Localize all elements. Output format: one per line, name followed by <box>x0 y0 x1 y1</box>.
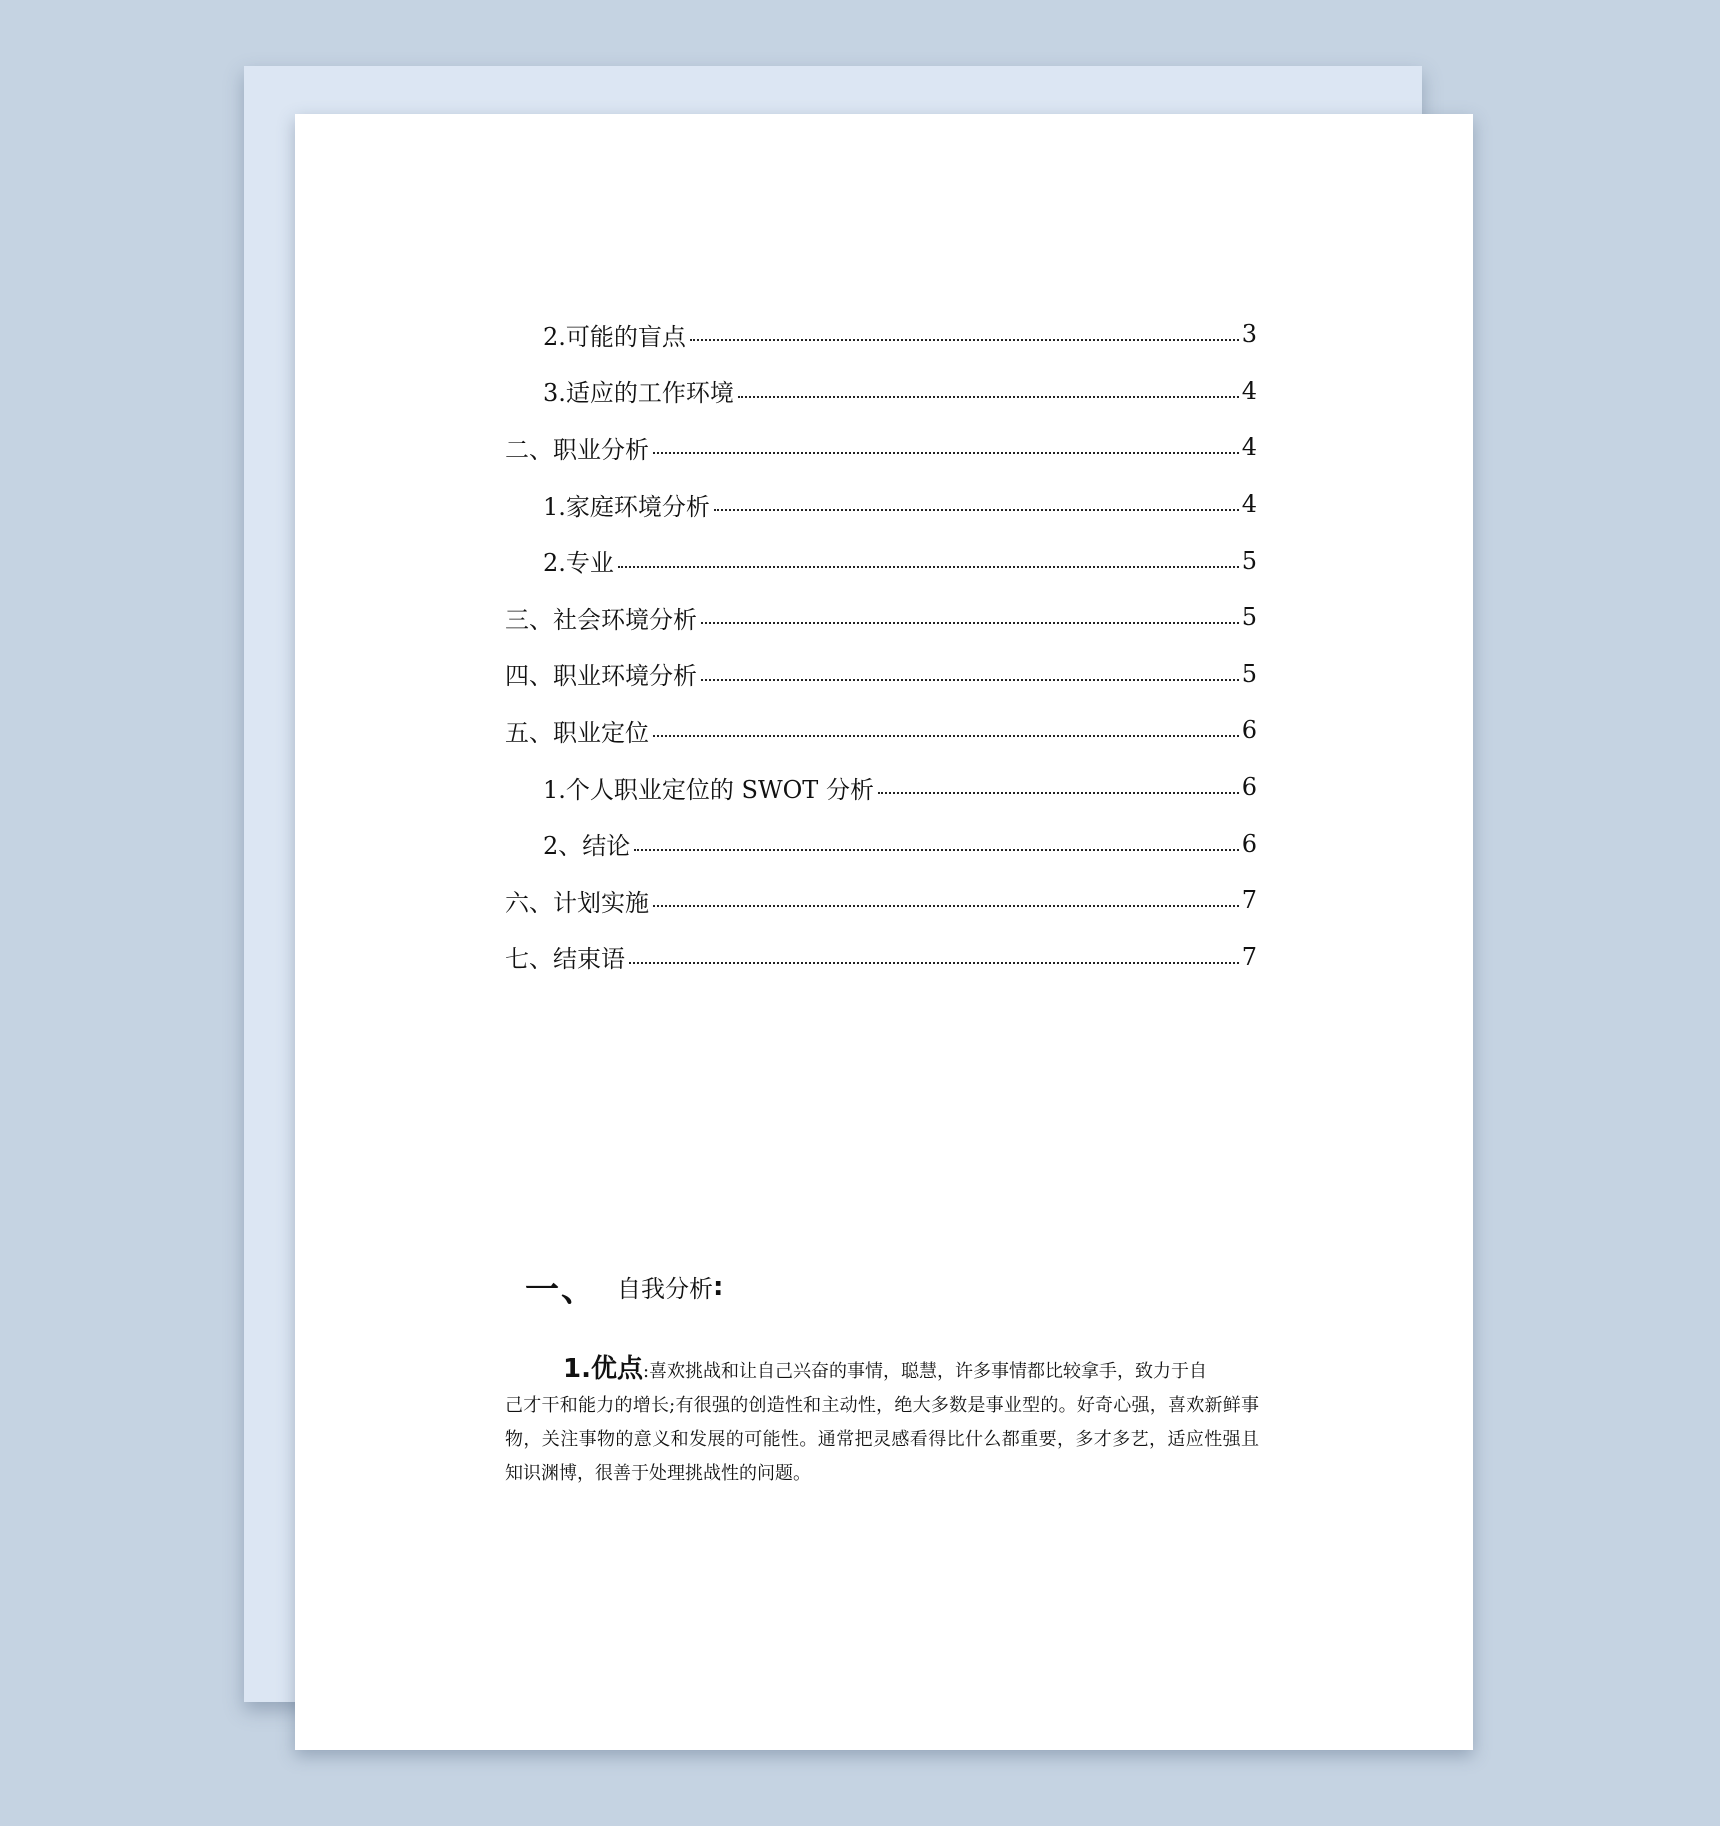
toc-entry[interactable] <box>505 532 1257 589</box>
toc-dot-leader <box>701 679 1239 681</box>
paragraph-body: 己才干和能力的增长;有很强的创造性和主动性，绝大多数是事业型的。好奇心强，喜欢新鲜事物，关注事物的意义和发展的可能性。通常把灵感看得比什么都重要，多才多艺，适应性强且知识渊博，很善于处理挑战性的问题。 <box>505 1395 1259 1484</box>
toc-dot-leader <box>634 849 1238 851</box>
toc-entry-title: 五、职业定位 <box>505 718 649 747</box>
toc-entry[interactable] <box>505 929 1257 986</box>
toc-dot-leader <box>653 905 1239 907</box>
toc-dot-leader <box>701 622 1239 624</box>
toc-entry-page: 5 <box>1241 603 1257 632</box>
toc-dot-leader <box>714 509 1239 511</box>
toc-entry[interactable] <box>505 759 1257 816</box>
paragraph-first-text: :喜欢挑战和让自己兴奋的事情，聪慧，许多事情都比较拿手，致力于自 <box>642 1361 1208 1382</box>
toc-entry-page: 6 <box>1241 773 1257 802</box>
toc-entry[interactable] <box>505 702 1257 759</box>
section-title: 自我分析 <box>617 1275 713 1303</box>
toc-entry[interactable] <box>505 646 1257 703</box>
toc-entry-page: 4 <box>1241 490 1257 519</box>
toc-dot-leader <box>629 962 1239 964</box>
section-number: 一、 <box>525 1270 597 1310</box>
toc-entry-title: 2.可能的盲点 <box>543 322 686 351</box>
toc-entry-title: 六、计划实施 <box>505 888 649 917</box>
toc-entry-title: 1.家庭环境分析 <box>543 492 710 521</box>
table-of-contents <box>505 306 1257 985</box>
toc-entry-title: 1.个人职业定位的 SWOT 分析 <box>543 775 874 804</box>
toc-dot-leader <box>653 735 1239 737</box>
toc-dot-leader <box>618 566 1239 568</box>
toc-entry[interactable] <box>505 363 1257 420</box>
toc-entry-title: 四、职业环境分析 <box>505 662 697 691</box>
toc-entry-page: 6 <box>1241 716 1257 745</box>
toc-entry-title: 2.专业 <box>543 549 614 578</box>
toc-entry[interactable] <box>505 872 1257 929</box>
toc-entry-page: 7 <box>1241 886 1257 915</box>
toc-entry-page: 4 <box>1241 433 1257 462</box>
toc-entry-page: 6 <box>1241 829 1257 858</box>
toc-entry-title: 2、结论 <box>543 832 631 861</box>
toc-entry-title: 三、社会环境分析 <box>505 605 697 634</box>
toc-entry[interactable] <box>505 589 1257 646</box>
toc-entry-page: 5 <box>1241 546 1257 575</box>
section-heading <box>525 1262 723 1311</box>
toc-entry[interactable] <box>505 419 1257 476</box>
toc-entry-page: 3 <box>1241 320 1257 349</box>
toc-entry-title: 二、职业分析 <box>505 435 649 464</box>
toc-entry[interactable] <box>505 815 1257 872</box>
toc-entry-page: 7 <box>1241 942 1257 971</box>
section-colon: : <box>713 1271 724 1302</box>
toc-entry[interactable] <box>505 476 1257 533</box>
toc-dot-leader <box>738 396 1239 398</box>
toc-dot-leader <box>878 792 1239 794</box>
paragraph-first-line <box>505 1352 1259 1389</box>
toc-entry[interactable] <box>505 306 1257 363</box>
toc-entry-page: 4 <box>1241 376 1257 405</box>
toc-entry-title: 七、结束语 <box>505 945 625 974</box>
toc-entry-title: 3.适应的工作环境 <box>543 379 734 408</box>
toc-entry-page: 5 <box>1241 659 1257 688</box>
toc-dot-leader <box>653 452 1239 454</box>
toc-dot-leader <box>690 339 1239 341</box>
paragraph-block <box>505 1352 1259 1491</box>
paragraph-lead: 1.优点 <box>563 1354 643 1384</box>
